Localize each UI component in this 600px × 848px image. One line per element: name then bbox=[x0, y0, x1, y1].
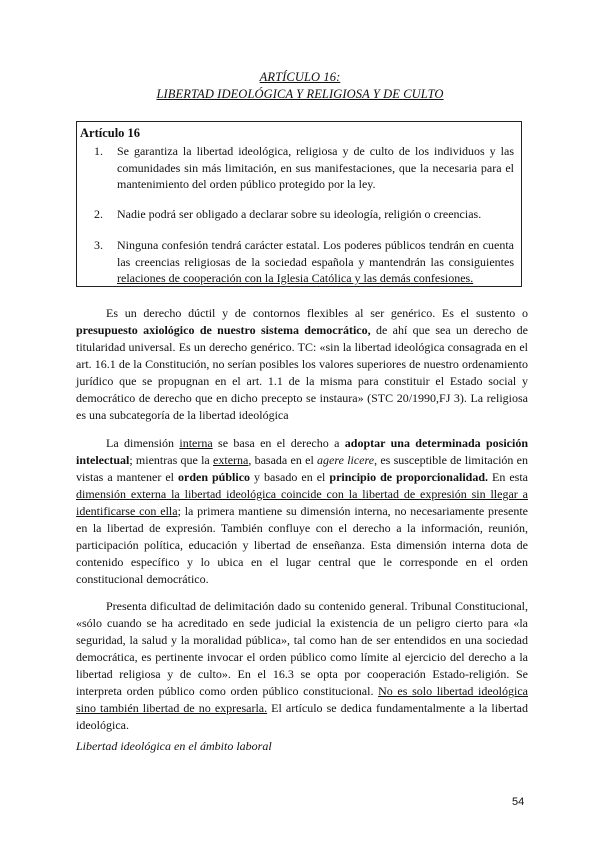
text-span: y basado en el bbox=[250, 470, 330, 484]
paragraph-2 bbox=[76, 435, 528, 588]
item-text-part: Ninguna confesión tendrá carácter estatal. Los poderes públicos tendrán en cuenta las creencias religiosas de la sociedad española y mantendrán las consiguientes bbox=[117, 238, 514, 269]
underlined-text: No es solo libertad ideológica sino también libertad de no expresarla. bbox=[76, 684, 528, 715]
text-span: se basa en el derecho a bbox=[212, 436, 345, 450]
bold-text: principio de proporcionalidad. bbox=[329, 470, 488, 484]
underlined-text: relaciones de cooperación con la Iglesia Católica y las demás confesiones. bbox=[117, 271, 474, 285]
article-heading: ARTÍCULO 16: bbox=[259, 70, 341, 84]
section-title: Libertad ideológica en el ámbito laboral bbox=[76, 739, 272, 753]
underlined-text: externa bbox=[213, 453, 249, 467]
underlined-text: dimensión externa la libertad ideológica coincide con la libertad de expresión sin llegar a identificarse con ella bbox=[76, 487, 528, 518]
page-number: 54 bbox=[512, 796, 525, 808]
text-span: En esta bbox=[488, 470, 529, 484]
text-span: Es un derecho dúctil y de contornos flexibles al ser genérico. Es el sustento o bbox=[106, 306, 528, 320]
paragraph-3 bbox=[76, 598, 528, 734]
item-number: 3. bbox=[94, 238, 103, 252]
underlined-text: interna bbox=[179, 436, 213, 450]
article-box-title: Artículo 16 bbox=[80, 126, 141, 140]
bold-text: adoptar una determinada posición intelectual bbox=[76, 436, 529, 467]
bold-text: orden público bbox=[178, 470, 251, 484]
item-text: Se garantiza la libertad ideológica, religiosa y de culto de los individuos y las comunidades sin más limitación, en sus manifestaciones, que la necesaria para el mantenimiento del orden público protegido por la ley. bbox=[117, 144, 514, 191]
bold-text: presupuesto axiológico de nuestro sistema democrático, bbox=[76, 323, 371, 337]
article-subheading: LIBERTAD IDEOLÓGICA Y RELIGIOSA Y DE CULTO bbox=[156, 87, 444, 101]
item-number: 2. bbox=[94, 207, 103, 221]
text-span: ; la primera mantiene su dimensión interna, no necesariamente presente en la libertad de expresión. También confluye con el derecho a la información, reunión, participación política, educación y libertad de enseñanza. Esta dimensión interna dota de contenido específico y lo ubica en el lugar central que le corresponde en el orden constitucional democrático. bbox=[76, 504, 528, 586]
item-number: 1. bbox=[94, 144, 103, 158]
item-text bbox=[117, 237, 514, 287]
text-span: , basada en el bbox=[248, 453, 318, 467]
paragraph-1 bbox=[76, 305, 528, 424]
constitution-article-box bbox=[76, 121, 522, 287]
text-span: El artículo se dedica fundamentalmente a la libertad ideológica. bbox=[76, 701, 529, 732]
text-span: Presenta dificultad de delimitación dado su contenido general. Tribunal Constitucional, «sólo cuando se ha acreditado en sede judicial la existencia de un peligro cierto para «la seguridad, la salud y la moralidad pública», tal como han de ser entendidos en una sociedad democrática, es pertinente invocar el orden público como límite al ejercicio del derecho a la libertad religiosa y de culto». En el 16.3 se opta por cooperación Estado-religión. Se interpreta orden público como orden público constitucional. bbox=[76, 599, 528, 698]
text-span: ; mientras que la bbox=[129, 453, 214, 467]
italic-text: agere licere bbox=[317, 453, 375, 467]
text-span: La dimensión bbox=[106, 436, 180, 450]
text-span: de ahí que sea un derecho de titularidad universal. Es un derecho genérico. TC: «sin la libertad ideológica consagrada en el art. 16.1 de la Constitución, no serían posibles los valores superiores de nuestro ordenamiento jurídico que se propugnan en el art. 1.1 de la misma para constituir el Estado social y democrático de derecho que en dicho precepto se instaura» (STC 20/1990,FJ 3). La religiosa es una subcategoría de la libertad ideológica bbox=[76, 323, 529, 422]
text-span: , es susceptible de limitación en vistas a mantener el bbox=[76, 453, 529, 484]
item-text: Nadie podrá ser obligado a declarar sobre su ideología, religión o creencias. bbox=[117, 207, 482, 221]
